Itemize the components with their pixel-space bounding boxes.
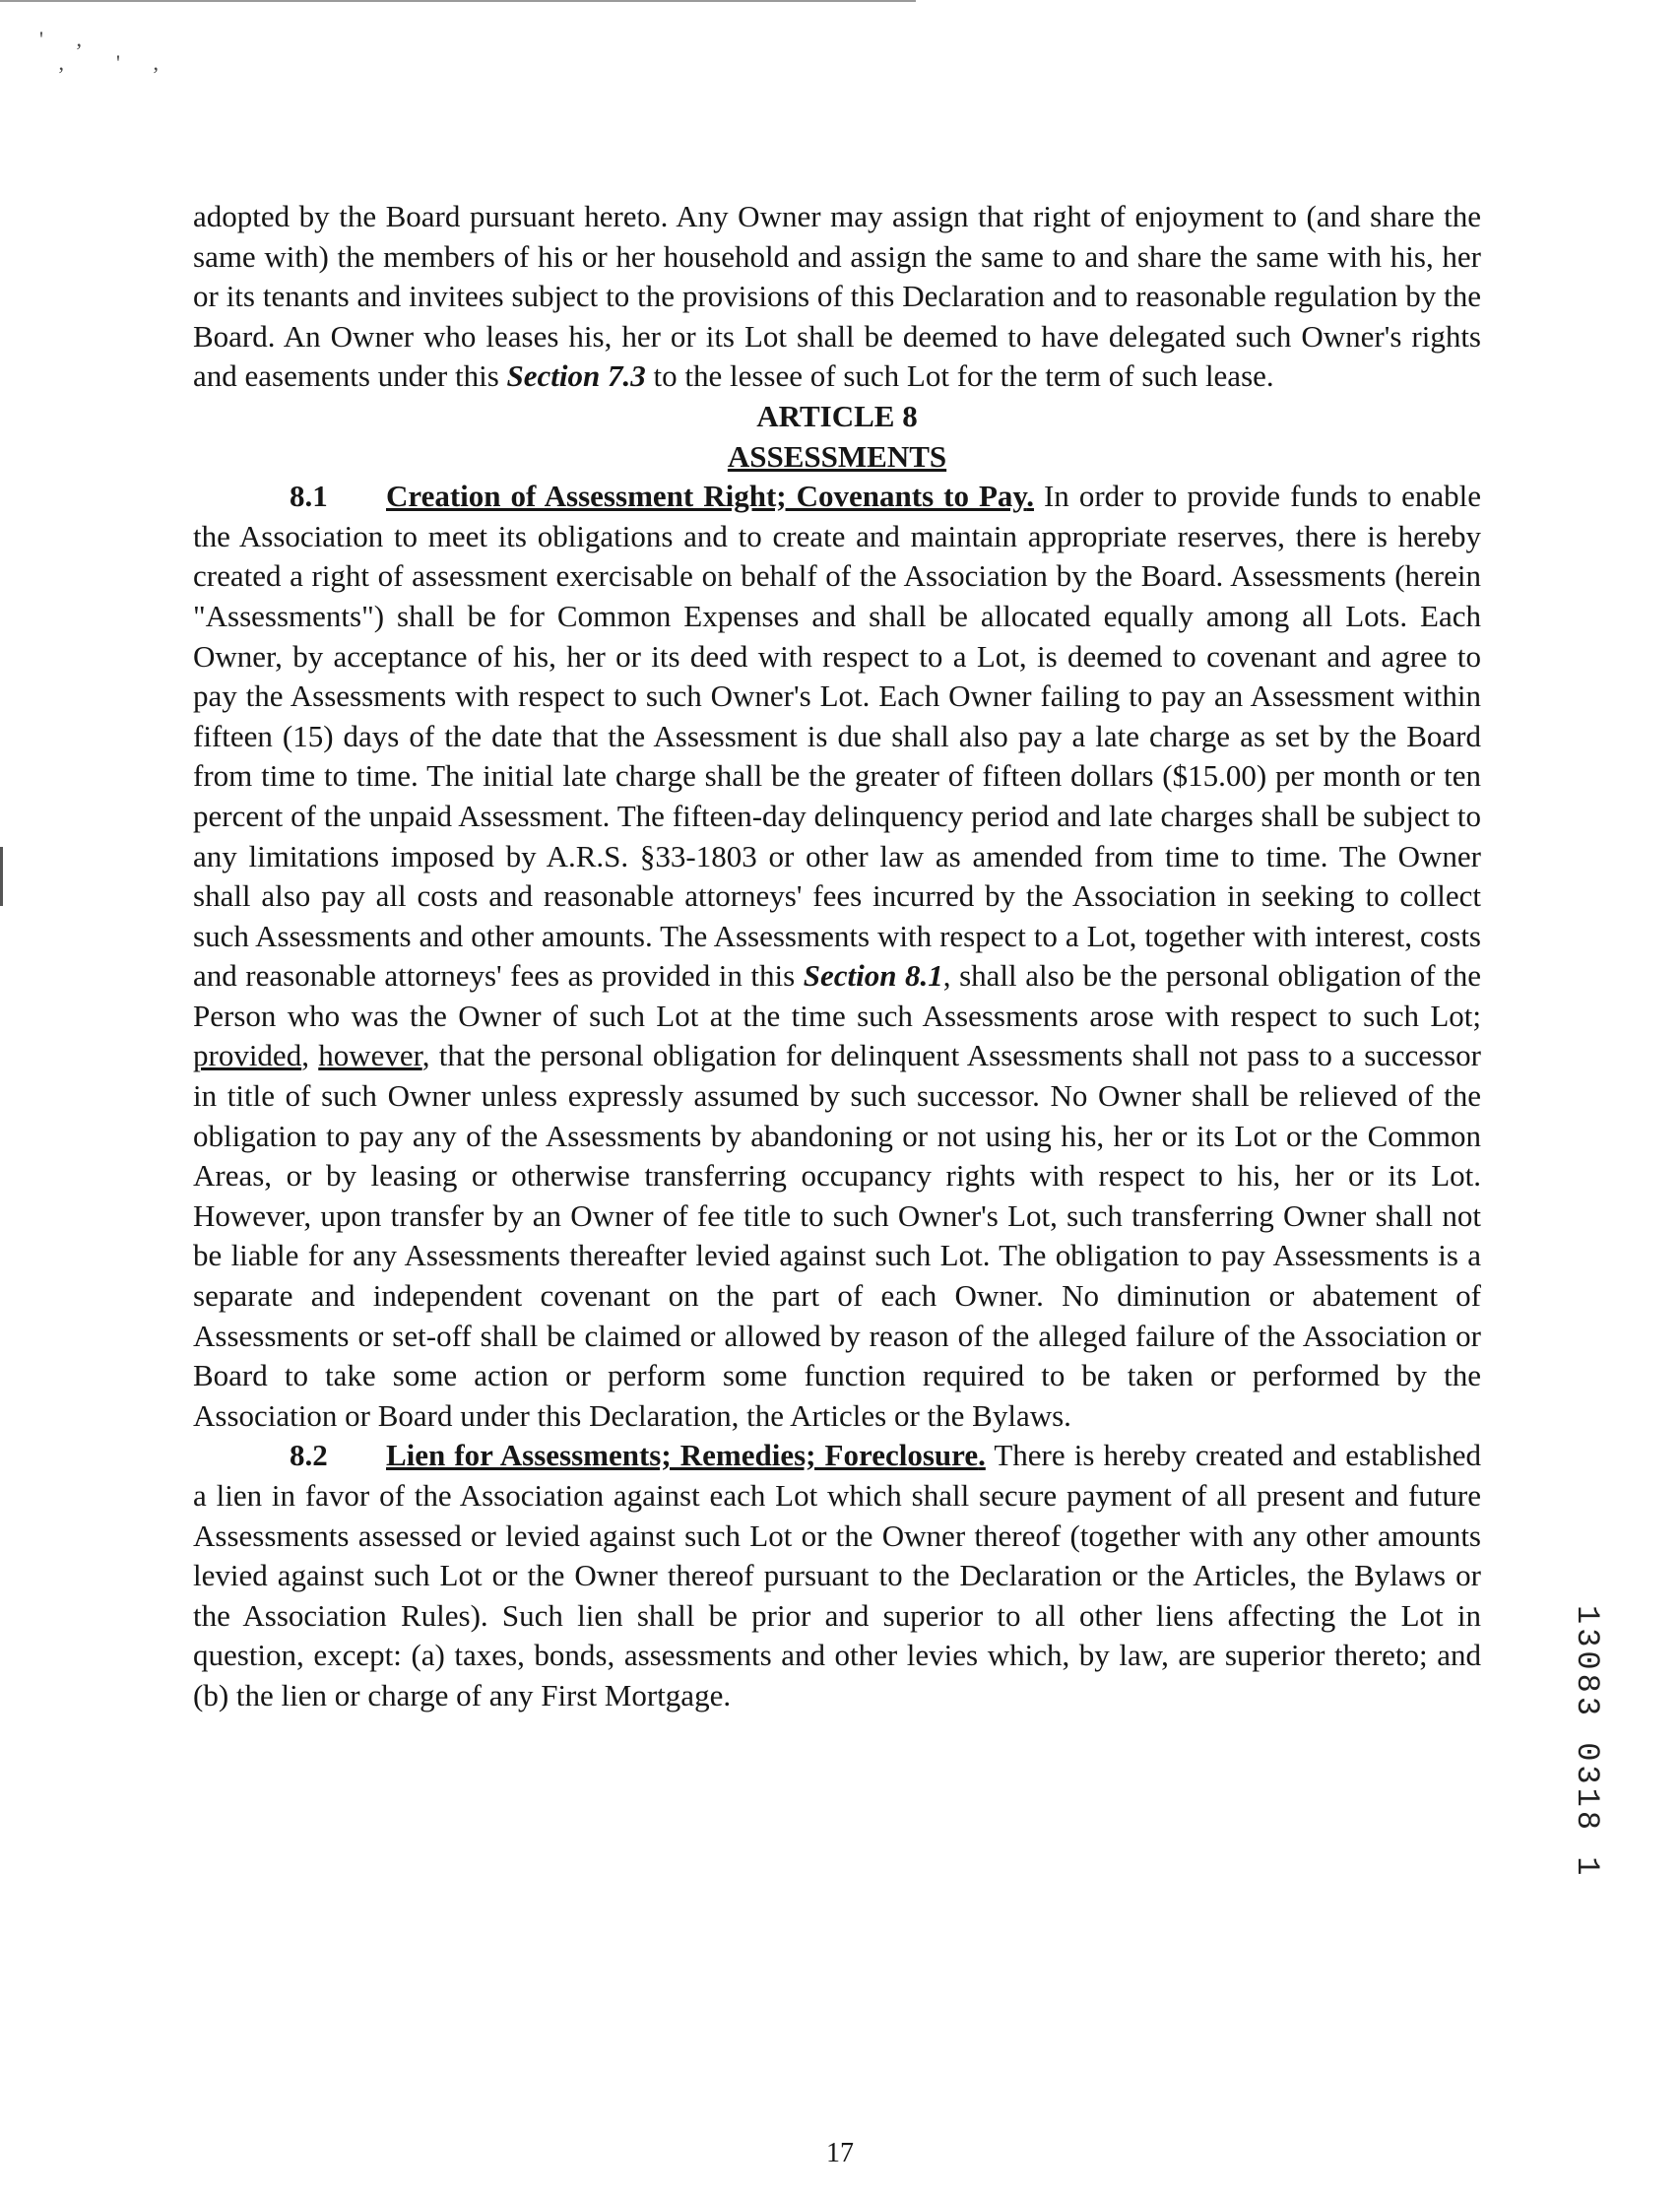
- scan-edge-mark: [0, 847, 3, 906]
- section-8-1-paragraph: [193, 477, 1481, 1436]
- article-subtitle: ASSESSMENTS: [727, 438, 947, 474]
- section-8-2-text: There is hereby created and established a lien in favor of the Association against each Lot which shall secure payment of all present and future Assessments assessed or levied against such Lot or the Owner thereof (together with any other amounts levied against such Lot or the Owner thereof pursuant to the Declaration or the Articles, the Bylaws or the Association Rules). Such lien shall be prior and superior to all other liens affecting the Lot in question, except: (a) taxes, bonds, assessments and other levies which, by law, are superior thereto; and (b) the lien or charge of any First Mortgage.: [193, 1438, 1481, 1712]
- document-body: [193, 197, 1481, 1716]
- section-8-2-title-period: .: [978, 1438, 986, 1473]
- provided-term: provided: [193, 1038, 302, 1073]
- section-8-2-paragraph: [193, 1436, 1481, 1715]
- however-term: however: [318, 1038, 422, 1073]
- section-8-1-text-b: , shall also be the personal obligation of the Person who was the Owner of such Lot at the time such Assessments arose with respect to such Lot;: [193, 958, 1481, 1033]
- section-8-1-reference: Section 8.1: [803, 958, 943, 994]
- section-8-1-number: 8.1: [290, 479, 328, 514]
- article-title: ARTICLE 8: [756, 398, 918, 433]
- intro-text-a: adopted by the Board pursuant hereto. Any Owner may assign that right of enjoyment to (and share the same with) the members of his or her household and assign the same to and share the same with his, her or its tenants and invitees subject to the provisions of this Declaration and to reasonable regulation by the Board. An Owner who leases his, her or its Lot shall be deemed to have delegated such Owner's rights and easements under this: [193, 199, 1481, 394]
- intro-paragraph: [193, 197, 1481, 397]
- recording-stamp: 13083 0318 1: [1569, 1605, 1605, 1880]
- intro-text-b: to the lessee of such Lot for the term of such lease.: [645, 358, 1274, 394]
- page-number: 17: [826, 2138, 854, 2168]
- section-8-1-text-a: In order to provide funds to enable the Association to meet its obligations and to create and maintain appropriate reserves, there is hereby created a right of assessment exercisable on behalf of the Association by the Board. Assessments (herein "Assessments") shall be for Common Expenses and shall be allocated equally among all Lots. Each Owner, by acceptance of his, her or its deed with respect to a Lot, is deemed to covenant and agree to pay the Assessments with respect to such Owner's Lot. Each Owner failing to pay an Assessment within fifteen (15) days of the date that the Assessment is due shall also pay a late charge as set by the Board from time to time. The initial late charge shall be the greater of fifteen dollars ($15.00) per month or ten percent of the unpaid Assessment. The fifteen-day delinquency period and late charges shall be subject to any limitations imposed by A.R.S. §33-1803 or other law as amended from time to time. The Owner shall also pay all costs and reasonable attorneys' fees incurred by the Association in seeking to collect such Assessments and other amounts. The Assessments with respect to a Lot, together with interest, costs and reasonable attorneys' fees as provided in this: [193, 479, 1481, 994]
- section-8-2-title: Lien for Assessments; Remedies; Foreclosure: [386, 1438, 979, 1473]
- section-8-1-title-period: .: [1026, 479, 1034, 514]
- section-7-3-reference: Section 7.3: [506, 358, 646, 394]
- section-8-2-number: 8.2: [290, 1438, 328, 1473]
- scan-speck-marks: ' , , ' ,: [39, 27, 172, 75]
- section-8-1-title: Creation of Assessment Right; Covenants to Pay: [386, 479, 1027, 514]
- section-8-1-text-d: , that the personal obligation for delinquent Assessments shall not pass to a successor in title of such Owner unless expressly assumed by such successor. No Owner shall be relieved of the obligation to pay any of the Assessments by abandoning or not using his, her or its Lot or the Common Areas, or by leasing or otherwise transferring occupancy rights with respect to his, her or its Lot. However, upon transfer by an Owner of fee title to such Owner's Lot, such transferring Owner shall not be liable for any Assessments thereafter levied against such Lot. The obligation to pay Assessments is a separate and independent covenant on the part of each Owner. No diminution or abatement of Assessments or set-off shall be claimed or allowed by reason of the alleged failure of the Association or Board to take some action or perform some function required to be taken or performed by the Association or Board under this Declaration, the Articles or the Bylaws.: [193, 1038, 1482, 1433]
- scan-top-rule: [0, 0, 916, 2]
- section-8-1-text-c: ,: [301, 1038, 319, 1073]
